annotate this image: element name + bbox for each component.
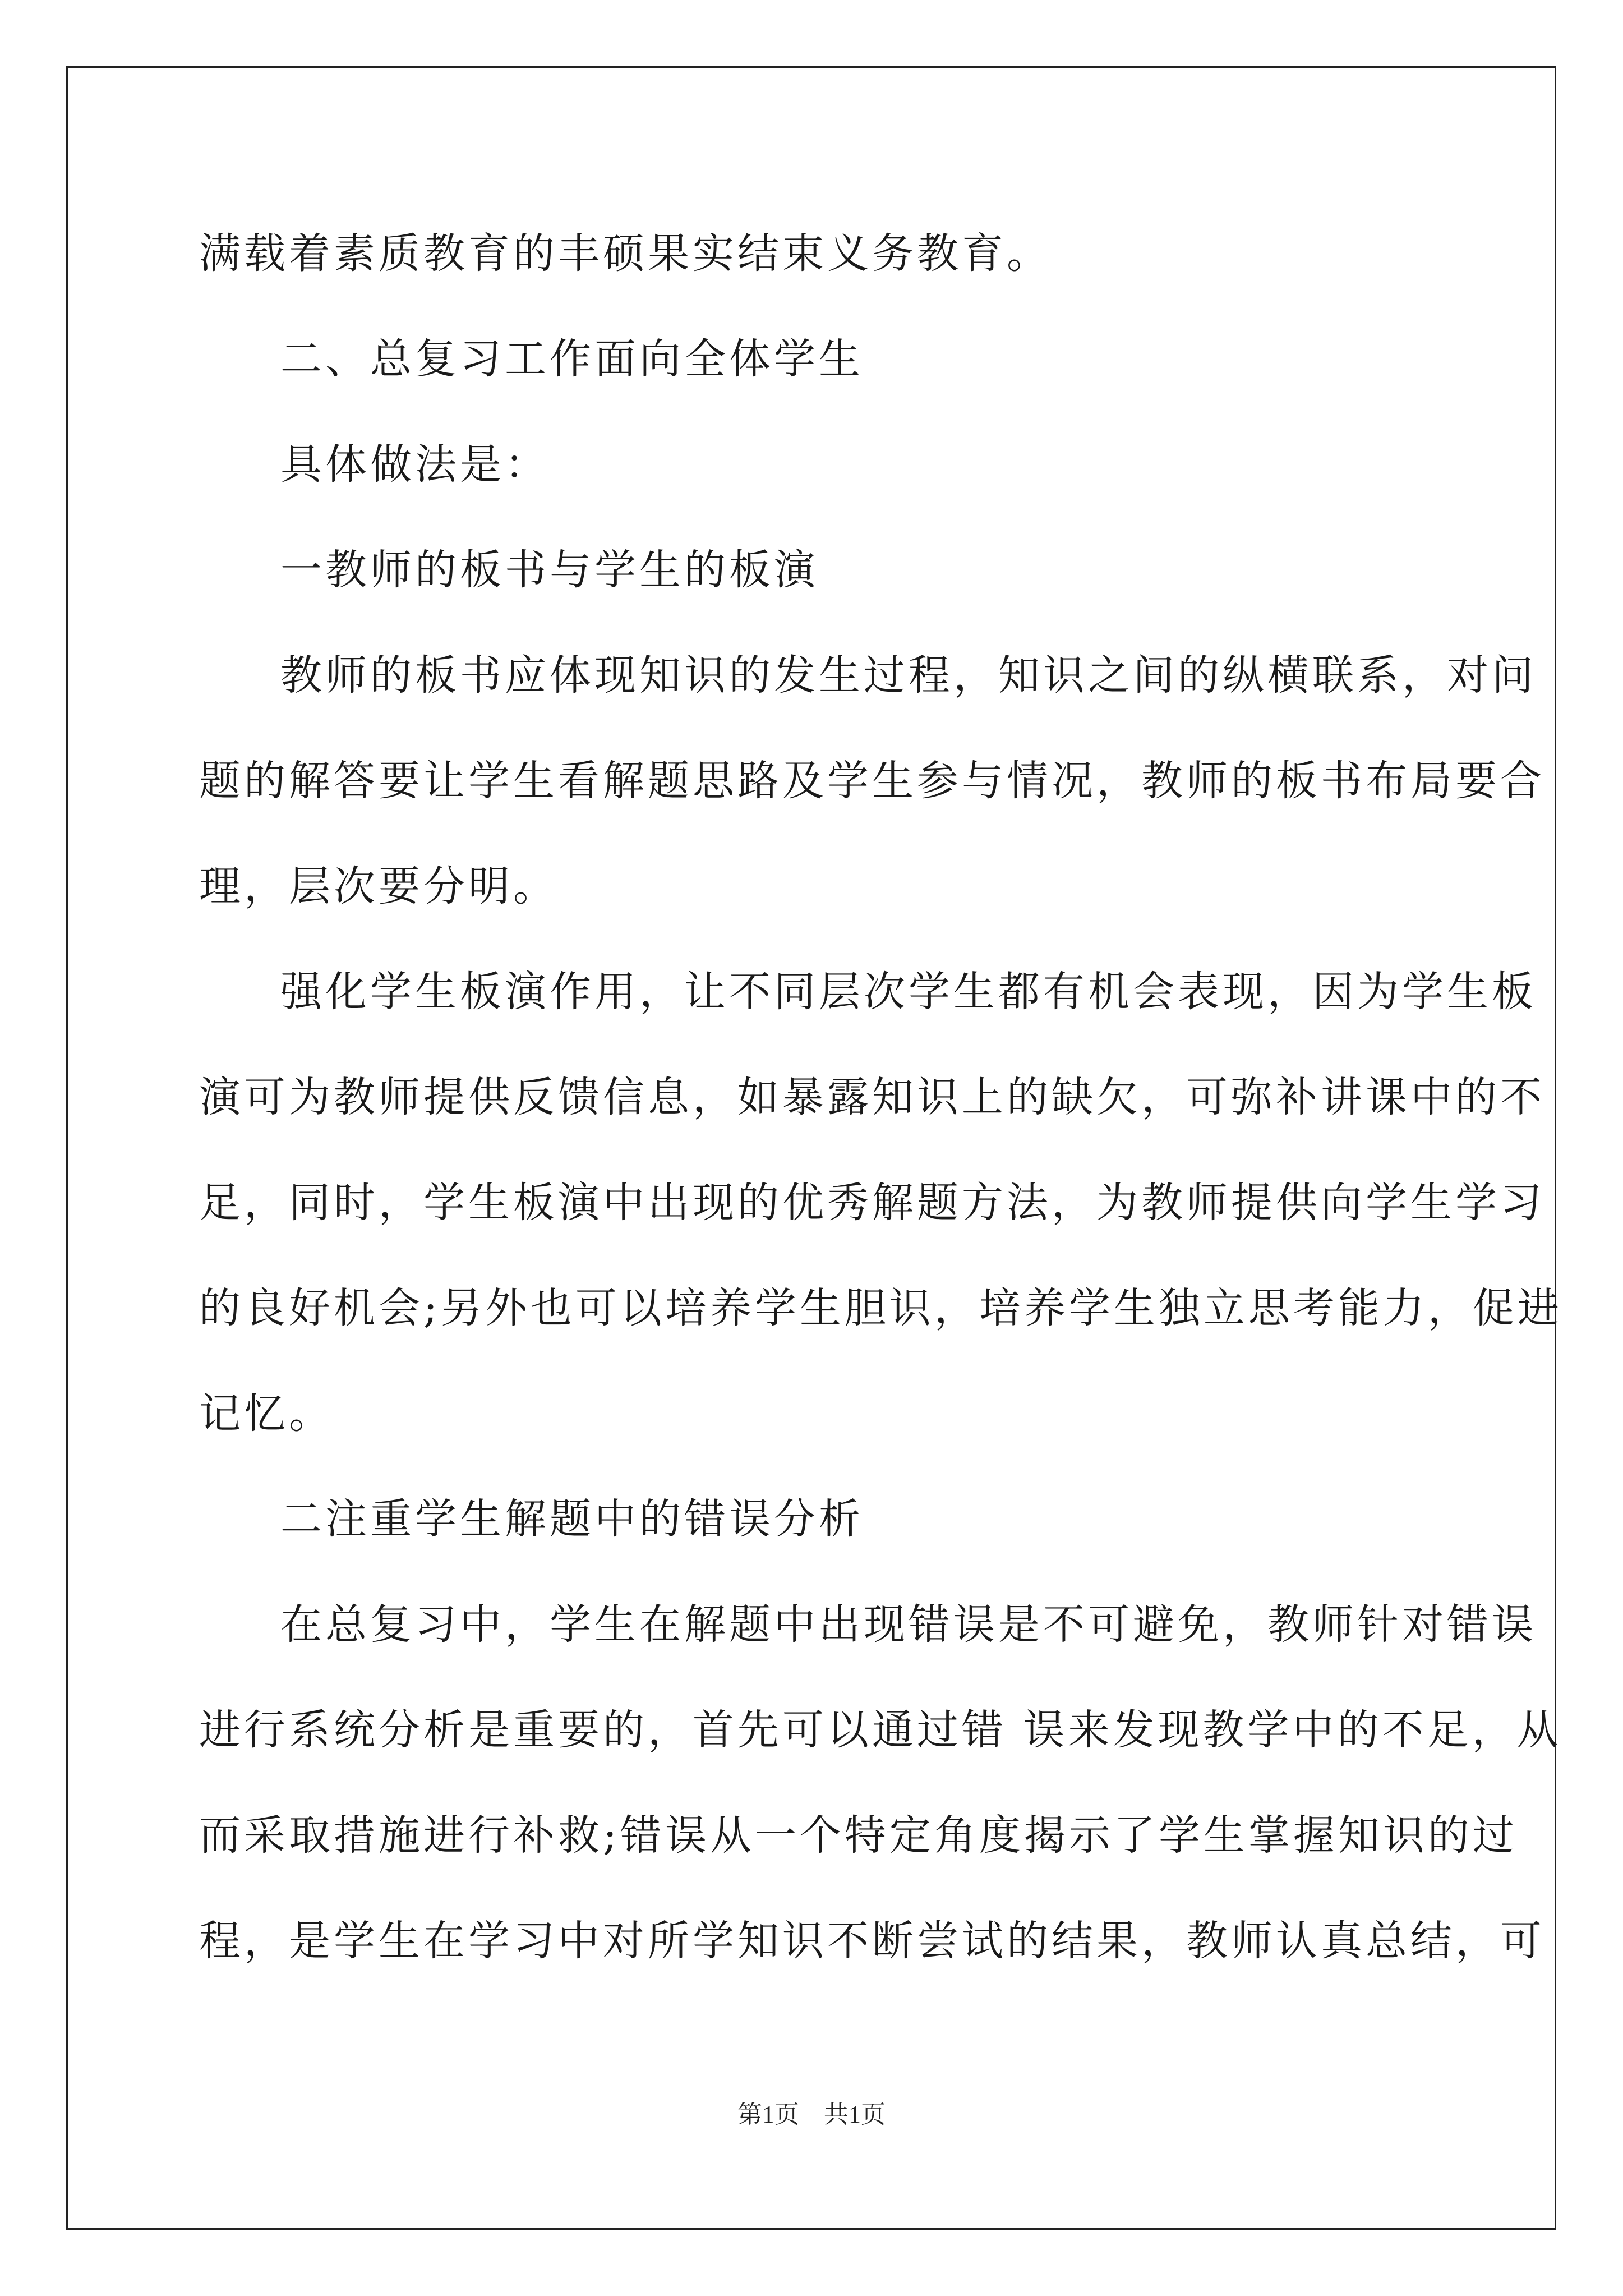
text-line: 具体做法是： [280, 440, 550, 489]
text-line: 进行系统分析是重要的，首先可以通过错 误来发现教学中的不足，从 [199, 1706, 1562, 1754]
section-heading: 二、总复习工作面向全体学生 [280, 335, 864, 383]
text-line: 在总复习中，学生在解题中出现错误是不可避免，教师针对错误 [280, 1600, 1537, 1649]
page-number-footer: 第1页 共1页 [737, 2101, 886, 2128]
page-border [66, 66, 1556, 2230]
subsection-heading: 一教师的板书与学生的板演 [280, 546, 819, 594]
text-line: 教师的板书应体现知识的发生过程，知识之间的纵横联系，对问 [280, 651, 1537, 700]
text-line: 的良好机会;另外也可以培养学生胆识，培养学生独立思考能力，促进 [199, 1284, 1562, 1332]
text-line: 演可为教师提供反馈信息，如暴露知识上的缺欠，可弥补讲课中的不 [199, 1073, 1545, 1121]
text-line: 题的解答要让学生看解题思路及学生参与情况，教师的板书布局要合 [199, 757, 1545, 805]
subsection-heading: 二注重学生解题中的错误分析 [280, 1495, 864, 1543]
text-line: 满载着素质教育的丰硕果实结束义务教育。 [199, 229, 1052, 278]
text-line: 而采取措施进行补救;错误从一个特定角度揭示了学生掌握知识的过 [199, 1811, 1518, 1860]
text-line: 强化学生板演作用，让不同层次学生都有机会表现，因为学生板 [280, 968, 1537, 1016]
text-line: 理，层次要分明。 [199, 862, 558, 910]
text-line: 足，同时，学生板演中出现的优秀解题方法，为教师提供向学生学习 [199, 1179, 1545, 1227]
text-line: 记忆。 [199, 1389, 334, 1438]
text-line: 程，是学生在学习中对所学知识不断尝试的结果，教师认真总结，可 [199, 1917, 1545, 1965]
